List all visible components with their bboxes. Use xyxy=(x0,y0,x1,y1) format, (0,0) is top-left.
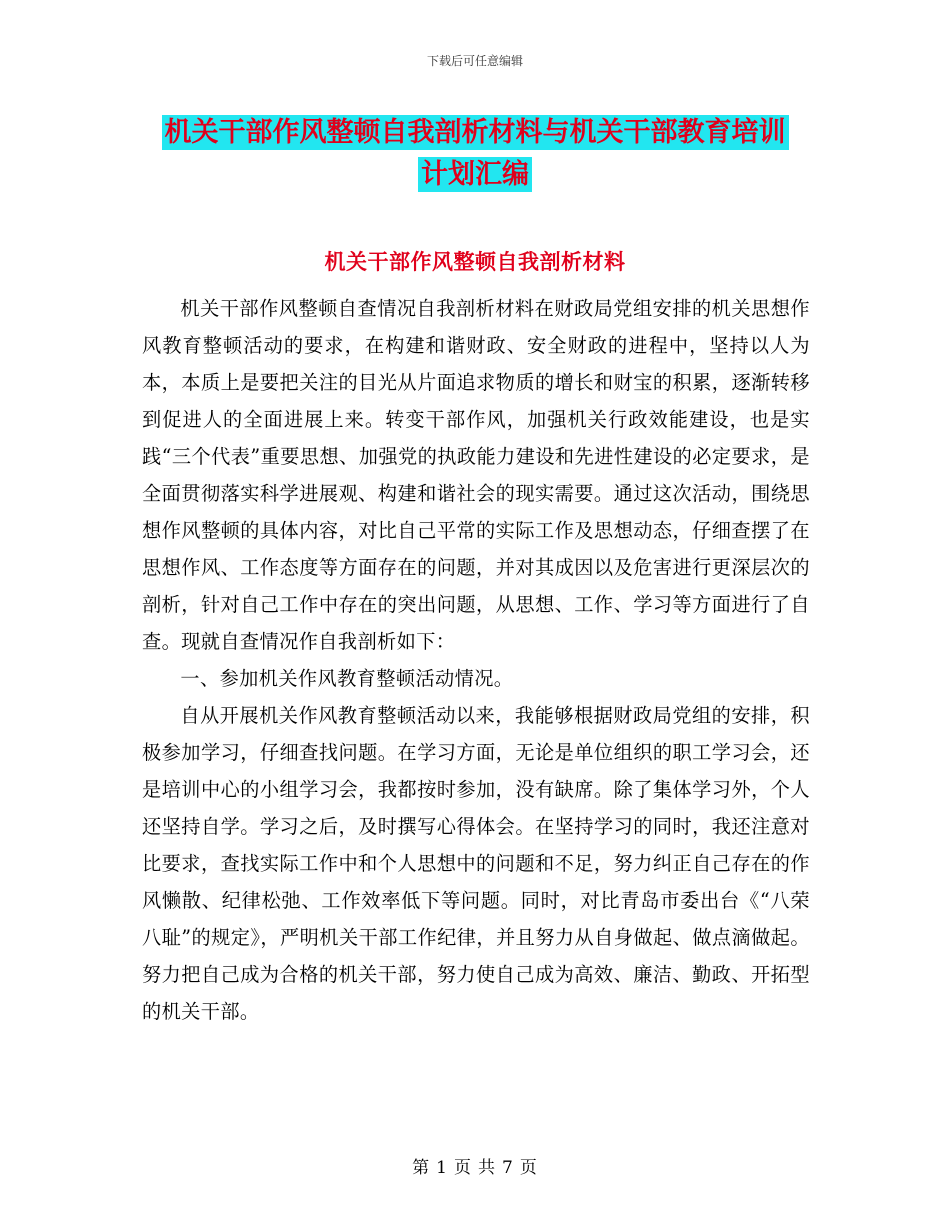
footer-page-number: 1 xyxy=(436,1158,448,1178)
footer-total-prefix: 共 xyxy=(478,1158,496,1178)
footer-total-pages: 7 xyxy=(502,1158,514,1178)
section-title: 机关干部作风整顿自我剖析材料 xyxy=(324,250,626,274)
document-title xyxy=(140,112,810,196)
body-paragraph: 机关干部作风整顿自查情况自我剖析材料在财政局党组安排的机关思想作风教育整顿活动的要求，在构建和谐财政、安全财政的进程中，坚持以人为本，本质上是要把关注的目光从片面追求物质的增长和财宝的积累，逐渐转移到促进人的全面进展上来。转变干部作风，加强机关行政效能建设，也是实践“三个代表”重要思想、加强党的执政能力建设和先进性建设的必定要求，是全面贯彻落实科学进展观、构建和谐社会的现实需要。通过这次活动，围绕思想作风整顿的具体内容，对比自己平常的实际工作及思想动态，仔细查摆了在思想作风、工作态度等方面存在的问题，并对其成因以及危害进行更深层次的剖析，针对自己工作中存在的突出问题，从思想、工作、学习等方面进行了自查。现就自查情况作自我剖析如下： xyxy=(142,297,810,653)
page-footer xyxy=(0,1153,950,1178)
document-title-line-1: 机关干部作风整顿自我剖析材料与机关干部教育培训 xyxy=(162,115,789,150)
footer-page-prefix: 第 xyxy=(412,1158,431,1178)
footer-total-unit: 页 xyxy=(519,1158,538,1178)
body-paragraph: 自从开展机关作风教育整顿活动以来，我能够根据财政局党组的安排，积极参加学习，仔细查找问题。在学习方面，无论是单位组织的职工学习会，还是培训中心的小组学习会，我都按时参加，没有缺席。除了集体学习外，个人还坚持自学。学习之后，及时撰写心得体会。在坚持学习的同时，我还注意对比要求，查找实际工作中和个人思想中的问题和不足，努力纠正自己存在的作风懒散、纪律松弛、工作效率低下等问题。同时，对比青岛市委出台《“八荣八耻”的规定》，严明机关干部工作纪律，并且努力从自身做起、做点滴做起。努力把自己成为合格的机关干部，努力使自己成为高效、廉洁、勤政、开拓型的机关干部。 xyxy=(142,704,810,1023)
footer-page-unit: 页 xyxy=(454,1158,472,1178)
header-note: 下载后可任意编辑 xyxy=(426,54,523,68)
document-body xyxy=(142,290,810,1030)
body-paragraph: 一、参加机关作风教育整顿活动情况。 xyxy=(180,667,514,690)
document-title-line-2: 计划汇编 xyxy=(418,157,532,192)
